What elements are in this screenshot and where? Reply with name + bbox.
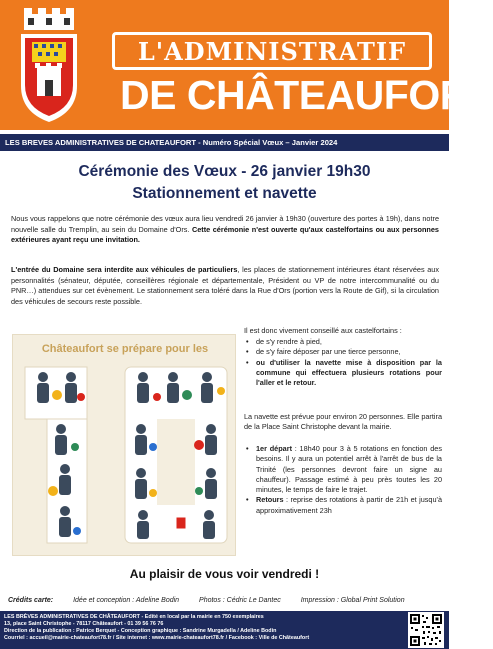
credits-print: Impression : Global Print Solution [300,597,405,604]
event-poster [12,334,236,556]
masthead-title-bottom: DE CHÂTEAUFORT [120,72,493,118]
issue-band: LES BREVES ADMINISTRATIVES DE CHATEAUFORT - Numéro Spécial Vœux – Janvier 2024 [0,134,449,151]
parking-bold-text: L'entrée du Domaine sera interdite aux véhicules de particuliers [11,265,238,274]
credits-photos: Photos : Cédric Le Dantec [199,597,281,604]
masthead-title [112,32,493,120]
intro-text: Nous vous rappelons que notre cérémonie des vœux aura lieu vendredi 26 janvier à 19h30 (ouverture des portes à 19h), dans notre nouvelle salle du Tremplin, au sein du Domaine d'Ors. [11,214,439,234]
header-banner [0,0,493,130]
intro-paragraph [11,214,439,246]
masthead-title-top: L'ADMINISTRATIF [112,32,432,70]
page-subtitle: Stationnement et navette [132,185,317,202]
closing-line: Au plaisir de vous voir vendredi ! [129,567,320,581]
footer-line-direction: Direction de la publication : Patrice Berquet - Conception graphique : Sandrine Murgadella / Adeline Bodin [4,628,277,634]
departure-label: 1er départ [256,444,293,453]
shuttle-schedule-list [244,444,442,516]
footer [0,611,449,649]
credits-idea: Idée et conception : Adeline Bodin [73,597,180,604]
credits-label: Crédits carte: [8,597,54,604]
list-item-departure [244,444,442,495]
list-item-return [244,495,442,516]
list-item-bold-text: ou d'utiliser la navette mise à disposition par la commune qui effectuera plusieurs rotations pour l'aller et le retour. [256,357,442,388]
list-item: • de s'y rendre à pied, [244,337,442,347]
return-text: : reprise des rotations à partir de 21h et jusqu'à approximativement 23h [256,495,442,515]
advice-intro: Il est donc vivement conseillé aux castelfortains : [244,326,402,335]
page-title: Cérémonie des Vœux - 26 janvier 19h30 [78,163,371,180]
intro-bold-text: Cette cérémonie n'est ouverte qu'aux castelfortains ou aux personnes extérieures ayant reçu une invitation. [11,224,439,244]
poster-title: Châteaufort se prépare pour les [41,343,209,355]
list-item [244,358,442,389]
footer-line-contact: Courriel : accueil@mairie-chateaufort78.fr / Site internet : www.mairie-chateaufort78.fr / Facebook : Ville de Châteaufort [4,635,310,641]
advice-list [244,337,442,388]
coat-of-arms-icon [18,8,80,126]
shuttle-paragraph: La navette est prévue pour environ 20 personnes. Elle partira de la Place Saint Christophe devant la mairie. [244,412,442,432]
parking-paragraph [11,265,439,307]
poster-illustration [13,335,237,557]
parking-text: , les places de stationnement intérieures étant réservées aux personnalités (sénateur, députée, conseillères régionale et départementale, Président ou VP de notre intercommunalité ou du PNR…) attendues sur cet évènement. Le stationnement sera toléré dans la Rue d'Ors (portion vers la Route de Gif), si la circulation des véhicules de secours reste possible. [11,265,439,306]
qr-code-icon[interactable] [408,612,444,648]
credits-line [8,597,443,604]
footer-line-address: 13, place Saint Christophe - 78117 Châteaufort - 01 39 56 76 76 [4,621,164,627]
departure-text: : 18h40 pour 3 à 5 rotations en fonction des besoins. Il y aura un potentiel arrêt à l'arrêt de bus de la Trinité (les personnes devront faire un signe au chauffeur). Passage estimé à peu près toutes les 20 minutes, le temps de faire le trajet. [256,444,442,495]
footer-line-publication: LES BRÈVES ADMINISTRATIVES DE CHÂTEAUFORT - Edité en local par la mairie en 750 exemplaires [4,614,264,620]
return-label: Retours [256,495,284,505]
list-item: • de s'y faire déposer par une tierce personne, [244,347,442,357]
